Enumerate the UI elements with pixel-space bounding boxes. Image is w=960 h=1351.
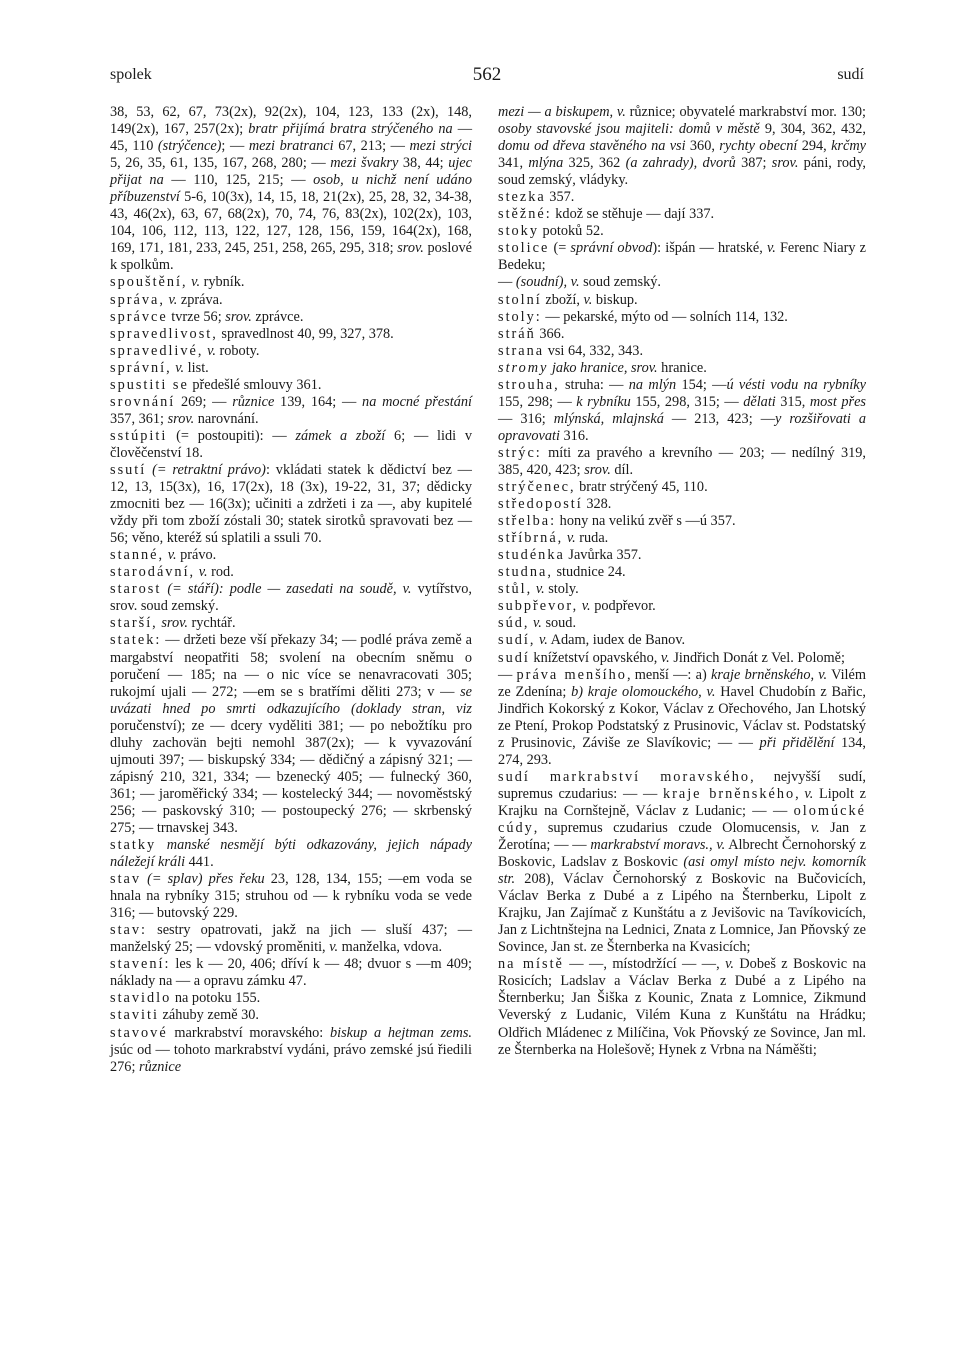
index-entry [498, 513, 866, 530]
entry-text: srov. rychtář. [161, 615, 236, 632]
entry-headword: studna, [498, 564, 553, 581]
entry-headword: strouha, [498, 376, 560, 393]
entry-headword: stěžné: [498, 206, 552, 223]
index-entry [110, 615, 472, 632]
entry-text: markrabství moravského: biskup a hejtman zems. jsúc od — tohoto markrabství vydáni, právo zemské jsú řiedili 276; různice [110, 1024, 472, 1075]
entry-text: tvrze 56; srov. zprávce. [167, 308, 304, 325]
entry-text: — pekarské, mýto od — solních 114, 132. [541, 308, 788, 325]
entry-text: záhuby země 30. [158, 1007, 259, 1024]
entry-headword: stůl, [498, 581, 533, 598]
index-entry [498, 632, 866, 649]
entry-text: hony na velikú zvěř s —ú 357. [556, 513, 736, 530]
entry-text: 269; — různice 139, 164; — na mocné přestání 357, 361; srov. narovnání. [110, 393, 473, 427]
entry-text: les k — 20, 406; dříví k — 48; dvuor s —m 409; náklady na — a opravu zámku 47. [110, 956, 472, 990]
entry-headword: stav: [110, 922, 148, 939]
entry-text: Javůrka 357. [564, 547, 642, 564]
index-entry [498, 292, 866, 309]
entry-headword: spravedlivost, [110, 325, 218, 342]
entry-text: (= správní obvod): išpán — hratské, v. Ferenc Niary z Bedeku; — (soudní), v. soud zemský. [498, 240, 866, 291]
index-entry [110, 343, 472, 360]
index-entry [110, 956, 472, 990]
entry-headword: starost [110, 581, 162, 598]
index-entry [110, 309, 472, 326]
index-entry [110, 922, 472, 956]
entry-text: 38, 53, 62, 67, 73(2x), 92(2x), 104, 123, 133 (2x), 148, 149(2x), 167, 257(2x); bratr přijímá bratra strýčeného na — 45, 110 (strýčence); — mezi bratranci 67, 213; — mezi strýci 5, 26, 35, 61, 135, 167, 268, 280; — mezi švakry 38, 44; ujec přijat na — 110, 125, 215; — osob, u nichž není udáno příbuzenství 5-6, 10(3x), 14, 15, 18, 21(2x), 25, 28, 32, 34-38, 43, 46(2x), 63, 67, 68(2x), 70, 74, 76, 83(2x), 102(2x), 103, 104, 106, 112, 113, 122, 127, 128, 156, 159, 164(2x), 168, 169, 171, 181, 233, 245, 251, 258, 265, 295, 318; srov. poslové k spolkům. [110, 104, 473, 274]
index-entry [110, 104, 472, 274]
entry-text: 357. [545, 189, 575, 206]
entry-text: (= stáří): podle — zasedati na soudě, v. vytířstvo, srov. soud zemský. [110, 581, 473, 615]
entry-text: v. rybník. [191, 274, 245, 291]
index-entry [110, 547, 472, 564]
entry-text: zboží, v. biskup. [541, 291, 638, 308]
entry-text: v. ruda. [566, 530, 609, 547]
entry-headword: sudí, [498, 632, 536, 649]
entry-text: v. rod. [198, 564, 234, 581]
entry-text: 366. [535, 325, 565, 342]
entry-text: v. zpráva. [168, 291, 223, 308]
index-entry [498, 343, 866, 360]
entry-text: struha: — na mlýn 154; —ú vésti vodu na rybníky 155, 298; — k rybníku 155, 298, 315; — dělati 315, most přes — 316; mlýnská, mlajnská — 213, 423; —y rozšiřovati a opravovati 316. [498, 376, 866, 444]
entry-headword: stolice [498, 240, 550, 257]
entry-text: v. Adam, iudex de Banov. [539, 632, 686, 649]
index-entry [110, 360, 472, 377]
index-entry [110, 632, 472, 837]
index-entry [110, 428, 472, 462]
entry-headword: srovnání [110, 393, 176, 410]
index-entry [498, 189, 866, 206]
header-right-word: sudí [837, 66, 864, 83]
index-entry [498, 326, 866, 343]
entry-text: studnice 24. [552, 564, 626, 581]
entry-headword: subpřevor, [498, 598, 579, 615]
entry-headword: statek: [110, 632, 162, 649]
entry-text: na potoku 155. [171, 990, 261, 1007]
index-entry [498, 564, 866, 581]
entry-text: mezi — a biskupem, v. různice; obyvatelé markrabství mor. 130; osoby stavovské jsou majiteli: domů v městě 9, 304, 362, 432, domu od dřeva stavěného na vsi 360, rychty obecní 294, krčmy 341, mlýna 325, 362 (a zahrady), dvorů 387; srov. páni, rody, soud zemský, vládyky. [498, 104, 867, 189]
right-column [498, 104, 866, 1059]
entry-headword: sudí markrabství moravského, [498, 768, 756, 785]
entry-headword: stezka [498, 189, 546, 206]
entry-headword: středopostí [498, 496, 583, 513]
entry-headword: stavové [110, 1024, 168, 1041]
index-entry [110, 292, 472, 309]
index-entry [498, 240, 866, 291]
entry-headword: střelba: [498, 513, 557, 530]
entry-headword: správce [110, 308, 168, 325]
index-entry [498, 206, 866, 223]
entry-text: (= postoupiti): — zámek a zboží 6; — lidi v člověčenství 18. [110, 427, 472, 461]
index-entry [110, 871, 472, 922]
index-entry [498, 615, 866, 632]
index-entry [498, 104, 866, 189]
entry-text: vsi 64, 332, 343. [544, 342, 644, 359]
entry-headword: starší, [110, 615, 158, 632]
index-entry [498, 496, 866, 513]
entry-headword: sstúpiti [110, 427, 168, 444]
entry-headword: správa, [110, 291, 165, 308]
index-entry [498, 360, 866, 377]
entry-text: v. list. [175, 359, 209, 376]
entry-headword: strýčenec, [498, 479, 576, 496]
entry-headword: studénka [498, 547, 565, 564]
running-head [110, 66, 864, 90]
index-entry [498, 581, 866, 598]
entry-headword: strana [498, 342, 545, 359]
entry-headword: strýc: [498, 444, 542, 461]
entry-text: 328. [582, 496, 612, 513]
entry-text: bratr strýčený 45, 110. [575, 479, 708, 496]
entry-headword: staviti [110, 1007, 159, 1024]
entry-headword: starodávní, [110, 564, 196, 581]
index-entry [498, 479, 866, 496]
index-entry [498, 309, 866, 326]
header-left-word: spolek [110, 66, 152, 83]
index-entry [110, 274, 472, 291]
entry-text: předešlé smlouvy 361. [188, 376, 322, 393]
index-entry [110, 377, 472, 394]
entry-headword: stav [110, 871, 142, 888]
index-entry [498, 445, 866, 479]
entry-text: (= splav) přes řeku 23, 128, 134, 155; —em voda se hnala na rybníky 315; struhou od — k rybníku voda se vede 316; — butovský 229. [110, 871, 472, 922]
index-entry [498, 223, 866, 240]
entry-headword: stoky [498, 223, 539, 240]
entry-headword: stavidlo [110, 990, 172, 1007]
index-entry [110, 581, 472, 615]
entry-text: — držeti beze vší překazy 34; — podlé práva země a margabství neopatřiti 58; svolení na obecním sněmu o poručení — 185; na — o nic více se nenavracovati 305; rukojmí ujali — 272; —em se s bratřími děliti 273; v — se uvázati hned po smrti odkazujícího (doklady stran, viz poručenství); ze — dcery vyděliti 381; — po nebožtíku pro dluhy zachovän bejti nemohl 387(2x); — k vyvazování ujmouti 397; — biskupský 334; — dědičný a zápisný 321; — zápisný 210, 321, 334; — bzenecký 405; — fulnecký 360, 361; — jaroměřický 334; — kostelecký 344; — novoměstský 256; — paskovský 310; — postoupecký 276; — skrbenský 275; — trnavskej 343. [110, 632, 472, 836]
entry-text: v. právo. [167, 547, 217, 564]
index-entry [110, 1007, 472, 1024]
entry-text: potoků 52. [538, 223, 604, 240]
entry-text: v. roboty. [207, 342, 260, 359]
index-entry [498, 547, 866, 564]
entry-headword: stříbrná, [498, 530, 564, 547]
index-entry [110, 394, 472, 428]
entry-text: knížetství opavského, v. Jindřich Donát z Vel. Polomě; — práva menšího, menší —: a) kraje brněnského, v. Vilém ze Zdenína; b) kraje olomouckého, v. Havel Chudobín z Bařic, Jindřich Kokorský z Kokor, Václav z Ořechového, Jan Lhotský ze Ptení, Prokop Podstatský z Prusinovic, Václav st. Podstatský z Prusinovic, Záviše ze Slavíkovic; — — při přidělění 134, 274, 293. [498, 649, 867, 768]
entry-headword: stanné, [110, 547, 165, 564]
entry-headword: spouštění, [110, 274, 188, 291]
index-entry [498, 598, 866, 615]
entry-headword: stavení: [110, 956, 171, 973]
index-entry [110, 462, 472, 547]
entry-text: spravedlnost 40, 99, 327, 378. [217, 325, 394, 342]
entry-text: stromy jako hranice, srov. hranice. [498, 359, 707, 376]
entry-headword: spravedlivé, [110, 342, 204, 359]
index-entry [498, 769, 866, 1059]
page-number: 562 [472, 64, 502, 85]
entry-headword: spustiti se [110, 376, 189, 393]
entry-headword: stolní [498, 291, 542, 308]
entry-text: v. soud. [533, 615, 577, 632]
entry-text: míti za pravého a krevního — 203; — nedílný 319, 385, 420, 423; srov. díl. [498, 444, 866, 478]
index-entry [498, 377, 866, 445]
index-entry [110, 1025, 472, 1076]
entry-headword: ssutí [110, 461, 147, 478]
entry-headword: statky [110, 837, 157, 854]
index-entry [498, 650, 866, 769]
entry-headword: sudí [498, 649, 530, 666]
entry-headword: stráň [498, 325, 536, 342]
entry-text: v. stoly. [535, 581, 579, 598]
entry-headword: stoly: [498, 308, 542, 325]
entry-text: kdož se stěhuje — dají 337. [551, 206, 715, 223]
entry-text: sestry opatrovati, jakž na jich — sluší 437; — manželský 25; — vdovský proměniti, v. manželka, vdova. [110, 922, 472, 956]
entry-text: manské nesmějí býti odkazovány, jejich nápady náležejí králi 441. [110, 837, 472, 871]
entry-text: (= retraktní právo): vkládati statek k dědictví bez — 12, 13, 15(3x), 16, 17(2x), 18 (3x), 19-22, 31, 37; dědicky zmocniti bez — 16(3x); učiniti a zdržeti i za —, aby kupitelé vždy při tom zboží zóstali 30; statek sirotků spravovati bez — 56; věno, kteréž sú splatili a ssuli 70. [110, 461, 472, 547]
index-entry [110, 564, 472, 581]
index-entry [110, 990, 472, 1007]
entry-text: v. podpřevor. [581, 598, 656, 615]
left-column [110, 104, 472, 1076]
index-entry [498, 530, 866, 547]
entry-headword: súd, [498, 615, 530, 632]
entry-text: nejvyšší sudí, supremus czudarius: — — kraje brněnského, v. Lipolt z Krajku na Cornštejně, Václav z Ludanic; — — olomúcké cúdy, supremus czudarius czude Olomucensis, v. Jan z Žerotína; — — markrabství moravs., v. Albrecht Černohorský z Boskovic, Ladslav z Boskovic (asi omyl místo nejv. komorník str. 208), Václav Černohorský z Boskovic na Bučovicích, Václav Berka z Dubé a z Lipého na Šternberku, Lipolt z Krajku, Jan Zajímač z Kunštátu a z Jevišovic na Tavíkovicích, Jan z Lichtnštejna na Lednici, Znata z Lomnice, Jan Pňovský ze Sovince, Jan st. ze Šternberka na Kvasicích; na místě — —, místodržící — —, v. Dobeš z Boskovic na Rosicích; Ladslav a Václav Berka z Dubé a z Lipého na Šternberku; Jan Šiška z Kounic, Znata z Lomnice, Zikmund Veverský z Ludanic, Vilém Kuna z Kunštátu na Hrádku; Oldřich Mládenec z Milíčina, Vok Pňovský ze Sovince, Jan ml. ze Šternberka na Holešově; Hynek z Vrbna na Náměšti; [498, 768, 867, 1058]
index-entry [110, 326, 472, 343]
entry-headword: správní, [110, 359, 172, 376]
index-entry [110, 837, 472, 871]
